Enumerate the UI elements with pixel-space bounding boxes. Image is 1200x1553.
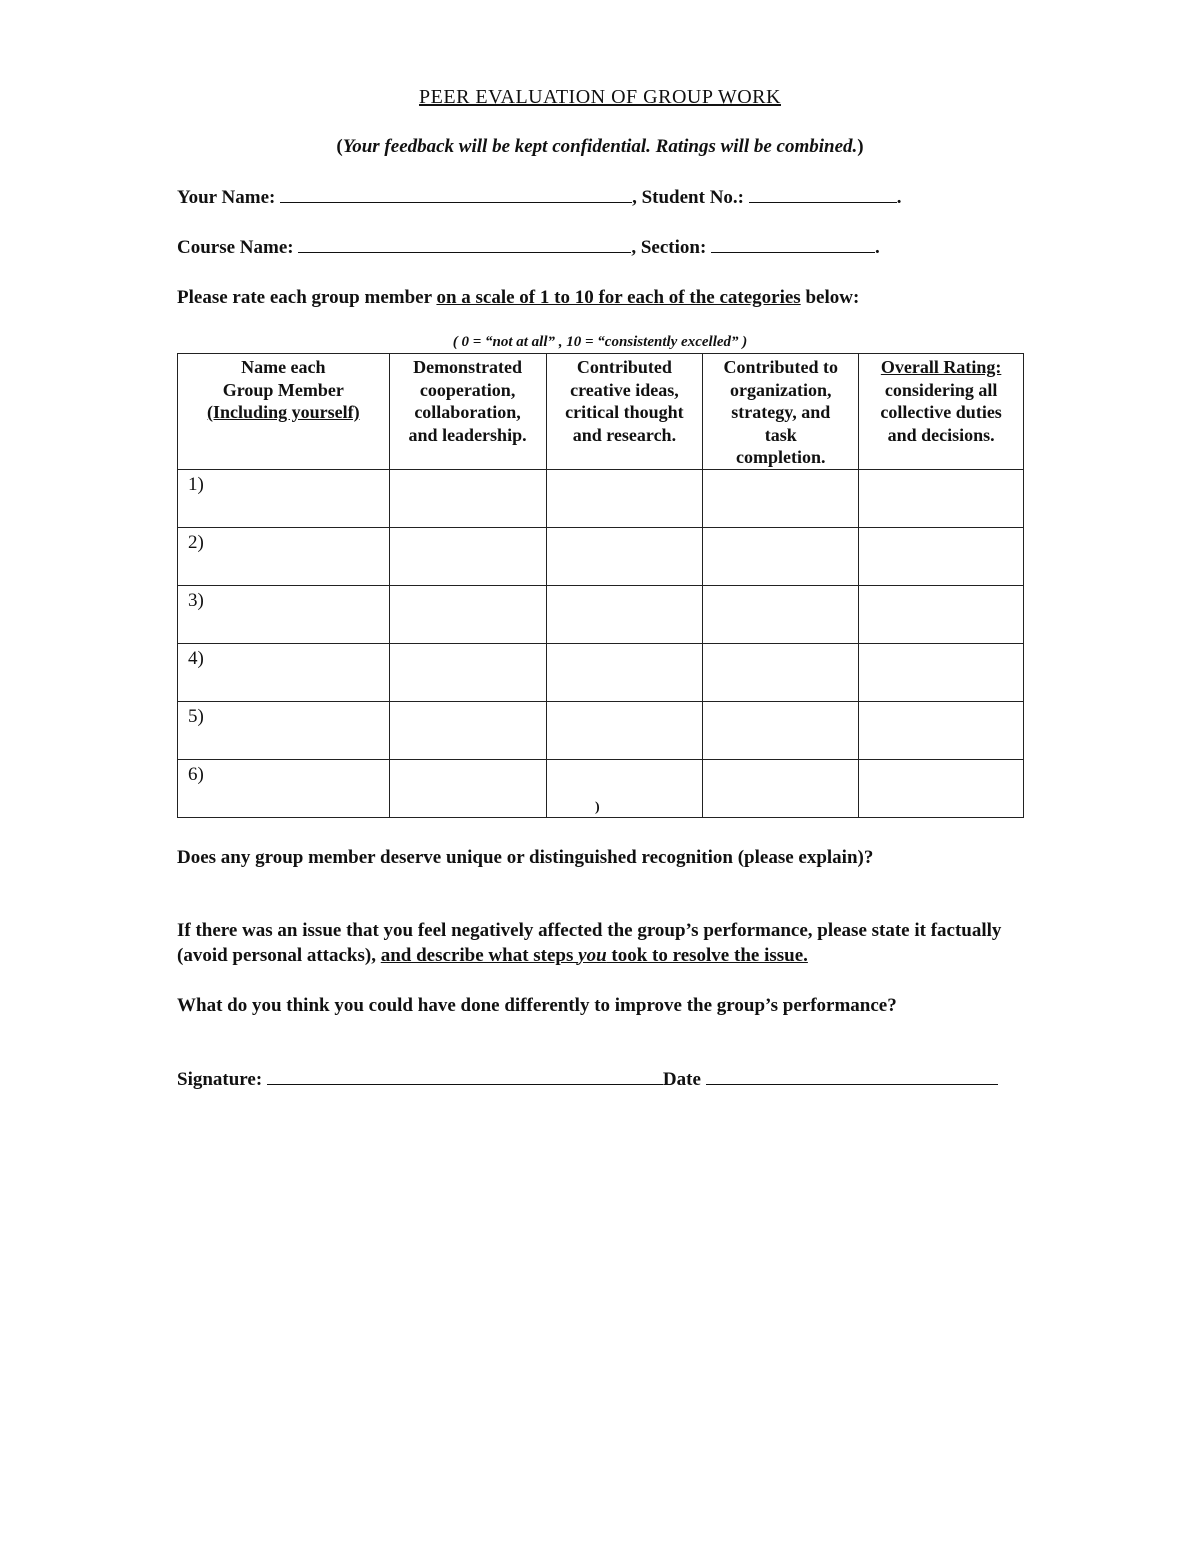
rating-cell[interactable] [859, 644, 1024, 702]
header-line: completion. [736, 447, 826, 467]
student-no-label: , Student No.: [632, 187, 744, 208]
instruction-prefix: Please rate each group member [177, 287, 437, 308]
student-no-field[interactable] [749, 186, 897, 203]
section-label: , Section: [631, 237, 707, 258]
your-name-label: Your Name: [177, 187, 276, 208]
table-row [178, 760, 1024, 818]
header-line: Group Member [222, 379, 344, 400]
instruction-underlined: on a scale of 1 to 10 for each of the categories [436, 287, 801, 308]
your-name-field[interactable] [280, 186, 632, 203]
member-name-cell[interactable]: 3) [178, 586, 390, 644]
rating-cell[interactable] [546, 470, 703, 528]
header-line: and research. [572, 424, 677, 445]
course-name-field[interactable] [298, 236, 631, 253]
course-name-label: Course Name: [177, 237, 294, 258]
header-line: Overall Rating: [880, 357, 1002, 377]
header-line: (Including yourself) [207, 402, 360, 422]
header-line: strategy, and [731, 402, 831, 422]
scale-note: ( 0 = “not at all” , 10 = “consistently excelled” ) [452, 334, 748, 350]
question-issue-text: If there was an issue that you feel negatively affected the group’s performance, please state it factually (avoid personal attacks), [177, 920, 1002, 966]
table-header-row [178, 354, 1024, 470]
date-label: Date [662, 1069, 701, 1090]
member-name-cell[interactable]: 4) [178, 644, 390, 702]
rating-cell[interactable] [389, 644, 546, 702]
signature-field[interactable] [267, 1068, 663, 1085]
header-line: collective duties [880, 402, 1002, 422]
rating-cell[interactable] [703, 528, 859, 586]
member-name-cell[interactable]: 2) [178, 528, 390, 586]
question-issue-underlined-b: took to resolve the issue. [606, 945, 808, 966]
header-line: Demonstrated [413, 357, 523, 377]
form-title: PEER EVALUATION OF GROUP WORK [419, 86, 781, 108]
question-improvement: What do you think you could have done differently to improve the group’s performance? [177, 995, 897, 1016]
rating-cell[interactable] [389, 702, 546, 760]
name-row [177, 186, 902, 209]
rating-cell[interactable] [703, 760, 859, 818]
header-line: Contributed [576, 357, 672, 377]
course-row-period: . [875, 237, 880, 258]
signature-label: Signature: [177, 1069, 263, 1090]
rating-cell[interactable] [389, 470, 546, 528]
rating-cell[interactable] [703, 586, 859, 644]
rating-cell[interactable] [546, 586, 703, 644]
header-organization [703, 354, 859, 470]
header-overall-rating [859, 354, 1024, 470]
rating-cell[interactable] [703, 702, 859, 760]
table-row [178, 644, 1024, 702]
header-line: critical thought [565, 402, 684, 422]
header-creative-ideas [546, 354, 703, 470]
rating-cell[interactable] [389, 760, 546, 818]
course-row [177, 236, 880, 259]
header-line: collaboration, [414, 402, 521, 422]
member-name-cell[interactable]: 5) [178, 702, 390, 760]
rating-cell[interactable] [859, 470, 1024, 528]
rating-cell[interactable] [703, 470, 859, 528]
header-line: task [764, 424, 797, 445]
rating-cell[interactable] [546, 644, 703, 702]
stray-parenthesis: ) [595, 800, 600, 815]
rating-cell[interactable] [389, 586, 546, 644]
question-issue-you: you [578, 945, 607, 966]
rating-cell[interactable] [389, 528, 546, 586]
header-line: and decisions. [887, 424, 995, 445]
subtitle-open: ( [336, 136, 343, 157]
subtitle-text: Your feedback will be kept confidential. Ratings will be combined. [342, 136, 858, 157]
instruction-suffix: below: [800, 287, 860, 308]
table-row [178, 702, 1024, 760]
table-row [178, 528, 1024, 586]
question-issue-underlined-a: and describe what steps [380, 945, 579, 966]
rating-cell[interactable] [546, 760, 703, 818]
header-line: Contributed to [723, 357, 838, 377]
rating-instruction [177, 287, 859, 309]
header-line: creative ideas, [570, 379, 679, 400]
member-name-cell[interactable]: 6) [178, 760, 390, 818]
rating-cell[interactable] [859, 528, 1024, 586]
rating-cell[interactable] [859, 702, 1024, 760]
header-group-member [178, 354, 390, 470]
header-line: organization, [730, 379, 832, 400]
section-field[interactable] [711, 236, 875, 253]
header-line: cooperation, [419, 379, 516, 400]
header-line: and leadership. [408, 424, 527, 445]
subtitle-close: ) [857, 136, 864, 157]
name-row-period: . [896, 187, 902, 208]
rating-cell[interactable] [859, 760, 1024, 818]
rating-table [177, 353, 1024, 818]
header-line: considering all [884, 379, 998, 400]
member-name-cell[interactable]: 1) [178, 470, 390, 528]
rating-cell[interactable] [546, 702, 703, 760]
header-line: Name each [241, 357, 326, 377]
question-issue [177, 918, 1027, 968]
rating-cell[interactable] [703, 644, 859, 702]
question-recognition: Does any group member deserve unique or distinguished recognition (please explain)? [177, 847, 874, 868]
header-cooperation [389, 354, 546, 470]
signature-row [177, 1068, 998, 1091]
confidentiality-note [0, 136, 1200, 158]
rating-cell[interactable] [859, 586, 1024, 644]
rating-cell[interactable] [546, 528, 703, 586]
date-field[interactable] [706, 1068, 998, 1085]
table-row [178, 586, 1024, 644]
table-row [178, 470, 1024, 528]
